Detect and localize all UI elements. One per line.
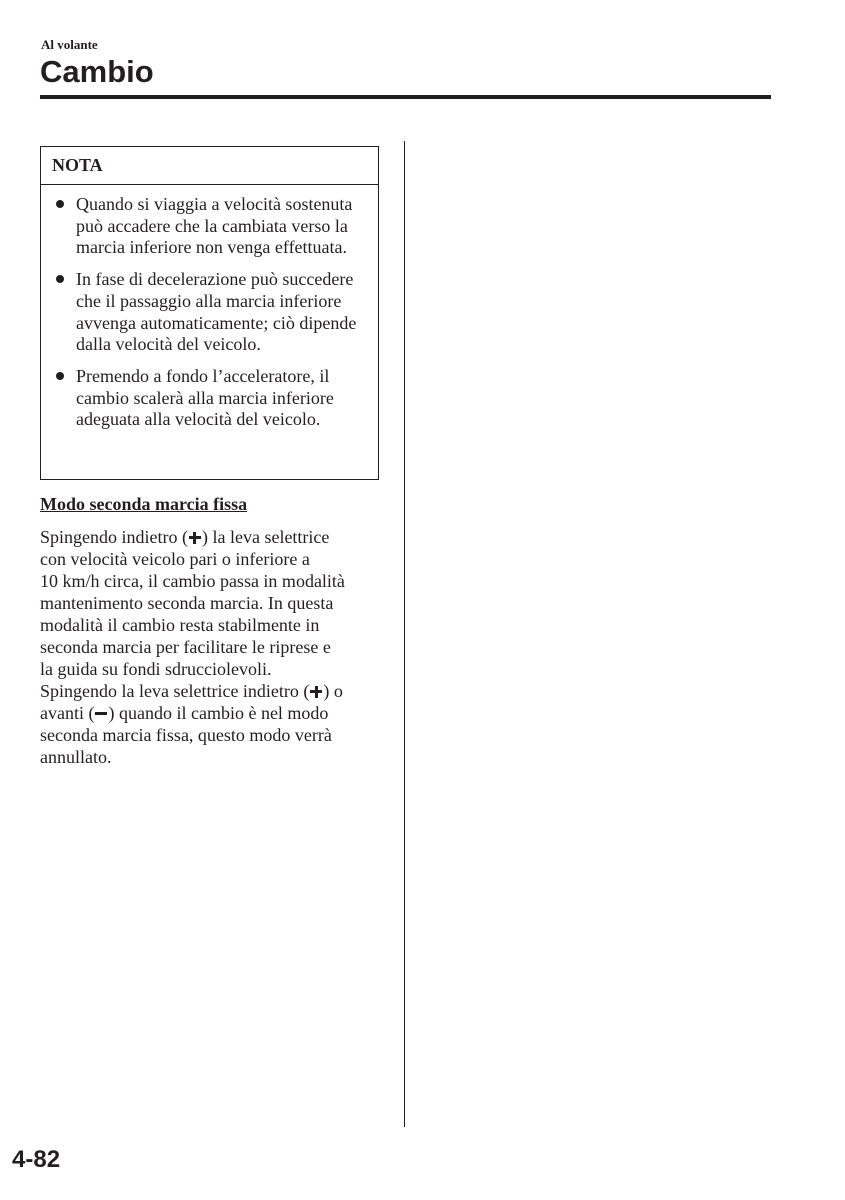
body-text: ) o — [323, 681, 343, 701]
body-paragraph — [40, 526, 385, 768]
section-label: Al volante — [41, 37, 98, 52]
note-item — [51, 194, 370, 259]
body-text: Spingendo indietro ( — [40, 527, 188, 547]
title-rule — [40, 95, 771, 99]
bullet-icon — [56, 200, 64, 208]
body-line: 10 km/h circa, il cambio passa in modalità — [40, 571, 345, 591]
body-line: modalità il cambio resta stabilmente in — [40, 615, 320, 635]
note-item — [51, 366, 370, 431]
note-box — [40, 146, 379, 480]
bullet-icon — [56, 275, 64, 283]
body-line: annullato. — [40, 747, 112, 767]
body-line: mantenimento seconda marcia. In questa — [40, 593, 334, 613]
minus-icon — [95, 708, 107, 720]
body-text: avanti ( — [40, 703, 95, 723]
body-line: seconda marcia fissa, questo modo verrà — [40, 725, 332, 745]
body-line: con velocità veicolo pari o inferiore a — [40, 549, 310, 569]
note-header: NOTA — [41, 147, 378, 185]
column-divider — [404, 141, 405, 1127]
page-number: 4-82 — [12, 1146, 61, 1173]
plus-icon — [310, 686, 322, 698]
body-text: ) quando il cambio è nel modo — [108, 703, 329, 723]
section-heading: Modo seconda marcia fissa — [40, 494, 248, 514]
body-line — [40, 702, 385, 724]
body-text: ) la leva selettrice — [201, 527, 330, 547]
note-item — [51, 269, 370, 356]
body-line: la guida su fondi sdrucciolevoli. — [40, 659, 272, 679]
body-line: seconda marcia per facilitare le riprese e — [40, 637, 331, 657]
bullet-icon — [56, 372, 64, 380]
note-item-text: Quando si viaggia a velocità sostenuta può accadere che la cambiata verso la marcia inferiore non venga effettuata. — [76, 194, 353, 258]
body-line — [40, 526, 385, 548]
note-list — [41, 185, 378, 431]
body-line — [40, 680, 385, 702]
note-item-text: Premendo a fondo l’acceleratore, il cambio scalerà alla marcia inferiore adeguata alla velocità del veicolo. — [76, 365, 334, 430]
page-title: Cambio — [40, 54, 154, 89]
plus-icon — [189, 532, 201, 544]
body-text: Spingendo la leva selettrice indietro ( — [40, 681, 310, 701]
note-item-text: In fase di decelerazione può succedere che il passaggio alla marcia inferiore avvenga automaticamente; ciò dipende dalla velocità del veicolo. — [76, 269, 357, 355]
